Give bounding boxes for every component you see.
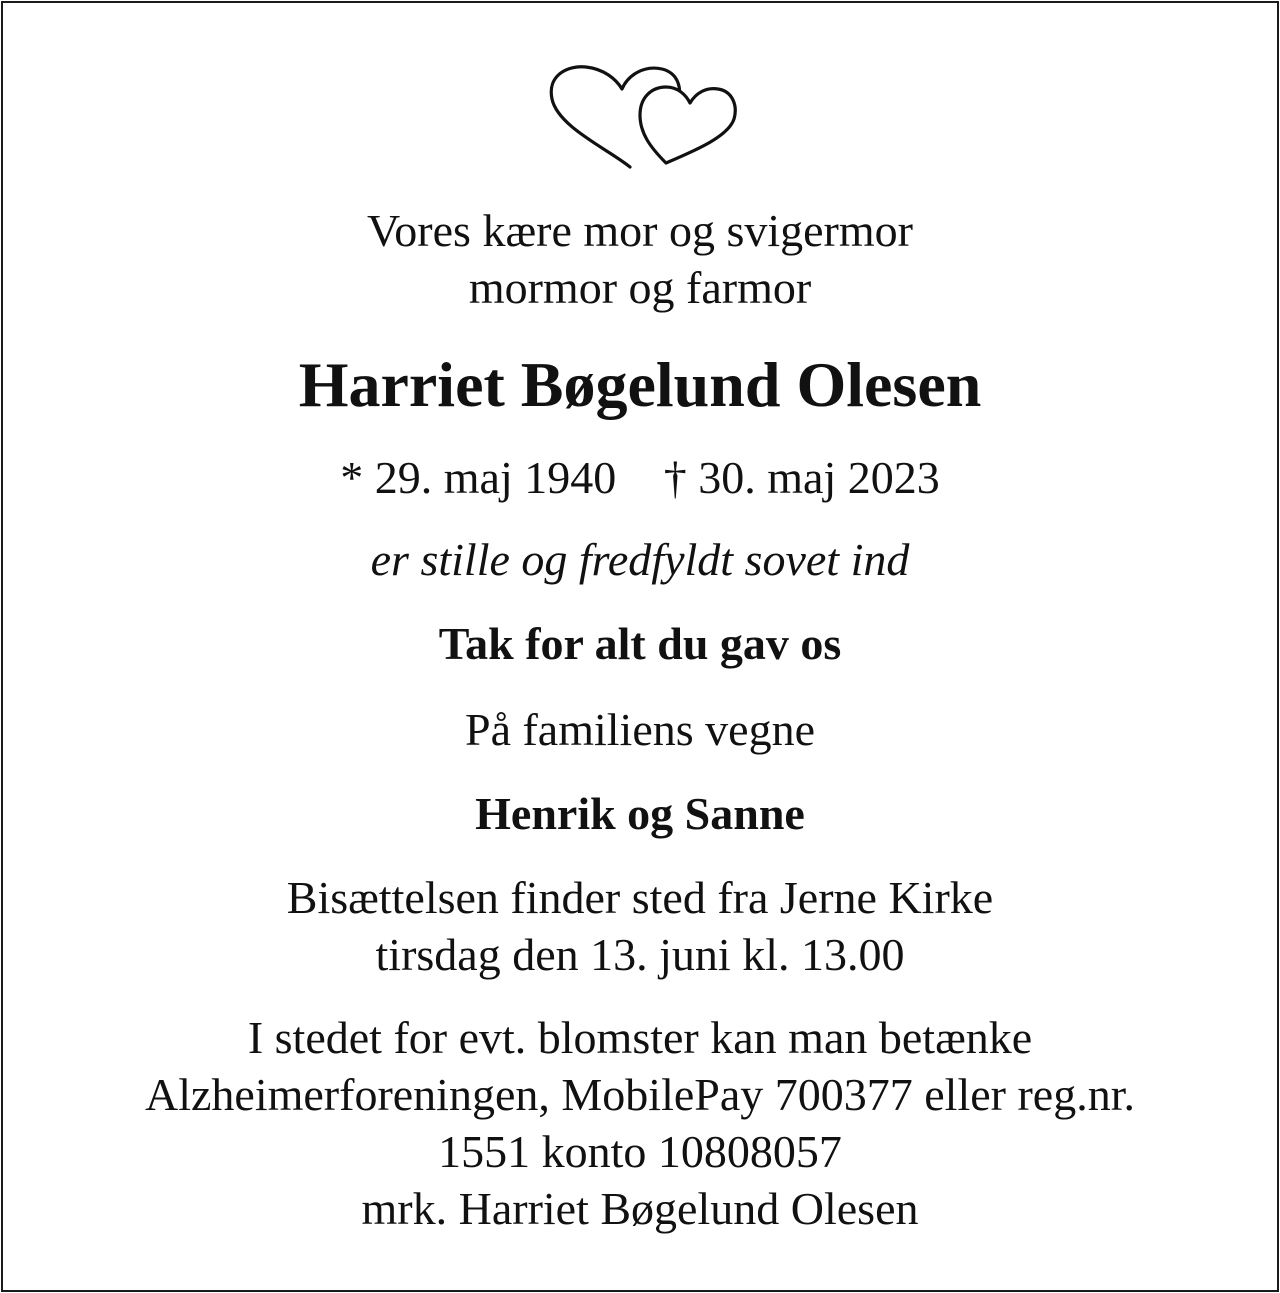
- signers-text: Henrik og Sanne: [475, 788, 805, 839]
- passing-text: er stille og fredfyldt sovet ind: [370, 534, 910, 585]
- intro-line-1: Vores kære mor og svigermor: [367, 205, 913, 256]
- donation-line-4: mrk. Harriet Bøgelund Olesen: [361, 1183, 919, 1234]
- intro-line-2: mormor og farmor: [468, 262, 812, 313]
- funeral-line-1: Bisættelsen finder sted fra Jerne Kirke: [286, 872, 994, 923]
- donation-line-3: 1551 konto 10808057: [438, 1126, 842, 1177]
- obituary-notice: [1, 1, 1279, 1292]
- funeral-line-2: tirsdag den 13. juni kl. 13.00: [375, 929, 905, 980]
- thanks-text: Tak for alt du gav os: [438, 618, 842, 669]
- on-behalf-text: På familiens vegne: [464, 704, 815, 755]
- death-date: 30. maj 2023: [698, 452, 940, 503]
- double-hearts-icon: [548, 63, 740, 171]
- donation-line-1: I stedet for evt. blomster kan man betænke: [247, 1012, 1033, 1063]
- death-symbol: †: [663, 452, 687, 503]
- donation-line-2: Alzheimerforeningen, MobilePay 700377 eller reg.nr.: [145, 1069, 1135, 1120]
- birth-symbol: *: [340, 452, 364, 503]
- birth-date: 29. maj 1940: [374, 452, 617, 503]
- dates-line: [3, 452, 1277, 503]
- deceased-name: Harriet Bøgelund Olesen: [298, 349, 982, 420]
- right-heart-icon: [640, 87, 735, 163]
